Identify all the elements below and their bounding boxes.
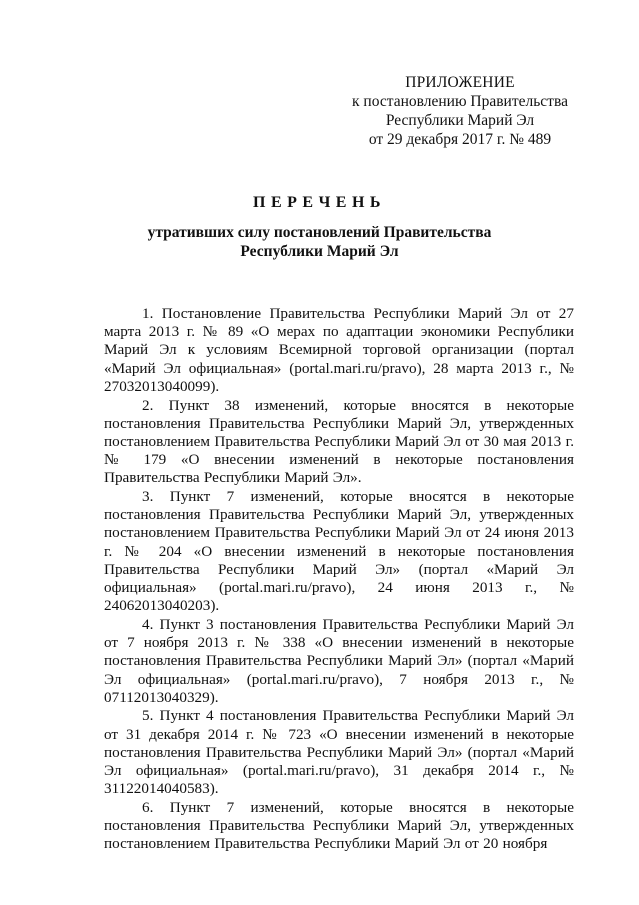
appendix-republic: Республики Марий Эл [385, 112, 535, 129]
appendix-date-number: от 29 декабря 2017 г. № 489 [368, 131, 552, 148]
appendix-title: ПРИЛОЖЕНИЕ [405, 74, 515, 91]
list-item-2: 2. Пункт 38 изменений, которые вносятся в некоторые постановления Правительства Республики Марий Эл, утвержденных постановлением Правительства Республики Марий Эл от 30 мая 2013 г. № 179 «О внесении изменений в некоторые постановления Правительства Республики Марий Эл». [104, 396, 574, 487]
list-item-3: 3. Пункт 7 изменений, которые вносятся в некоторые постановления Правительства Республики Марий Эл, утвержденных постановлением Правительства Республики Марий Эл от 24 июня 2013 г. № 204 «О внесении изменений в некоторые постановления Правительства Республики Марий Эл» (портал «Марий Эл официальная» (portal.mari.ru/pravo), 24 июня 2013 г., № 24062013040203). [104, 488, 574, 615]
list-item-1: 1. Постановление Правительства Республики Марий Эл от 27 марта 2013 г. № 89 «О мерах по адаптации экономики Республики Марий Эл к условиям Всемирной торговой организации (портал «Марий Эл официальная» (portal.mari.ru/pravo), 28 марта 2013 г., № 27032013040099). [104, 305, 574, 395]
subtitle-line-1: утративших силу постановлений Правительства [147, 224, 492, 241]
document-body [104, 305, 574, 854]
document-title: ПЕРЕЧЕНЬ [253, 194, 386, 211]
list-item-5: 5. Пункт 4 постановления Правительства Республики Марий Эл от 31 декабря 2014 г. № 723 «О внесении изменений в некоторые постановления Правительства Республики Марий Эл» (портал «Марий Эл официальная» (portal.mari.ru/pravo), 31 декабря 2014 г., № 31122014040583). [104, 707, 574, 798]
list-item-6: 6. Пункт 7 изменений, которые вносятся в некоторые постановления Правительства Республики Марий Эл, утвержденных постановлением Правительства Республики Марий Эл от 20 ноября [104, 798, 574, 853]
subtitle-line-2: Республики Марий Эл [240, 243, 399, 260]
list-item-4: 4. Пункт 3 постановления Правительства Республики Марий Эл от 7 ноября 2013 г. № 338 «О внесении изменений в некоторые постановления Правительства Республики Марий Эл» (портал «Марий Эл официальная» (portal.mari.ru/pravo), 7 ноября 2013 г., № 07112013040329). [104, 615, 574, 706]
document-subtitle [0, 223, 639, 261]
appendix-reference: к постановлению Правительства [352, 93, 568, 110]
appendix-header [330, 73, 590, 149]
